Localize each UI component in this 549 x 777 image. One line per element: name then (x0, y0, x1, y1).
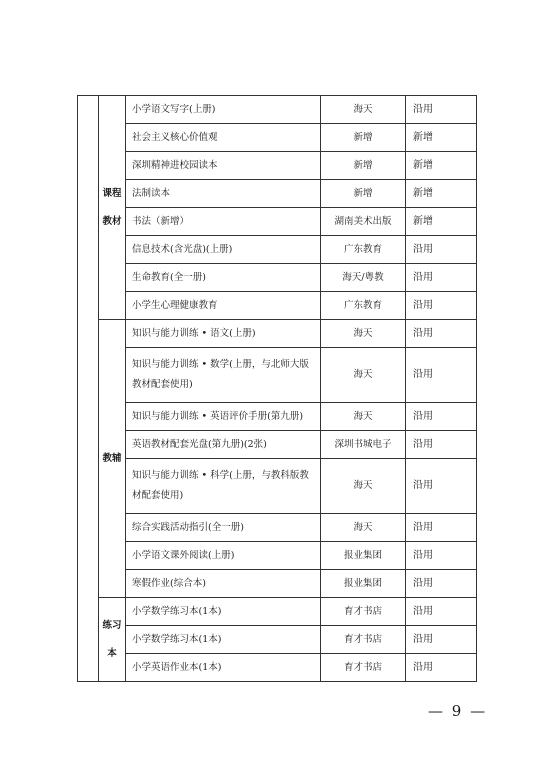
status: 新增 (406, 208, 477, 236)
status: 沿用 (406, 459, 477, 514)
publisher: 海天 (321, 320, 406, 348)
item-name: 小学语文写字(上册) (126, 96, 321, 124)
status: 沿用 (406, 348, 477, 403)
table-row (78, 626, 477, 654)
item-name: 知识与能力训练 • 科学(上册，与教科版教材配套使用) (126, 459, 321, 514)
status: 沿用 (406, 292, 477, 320)
status: 沿用 (406, 264, 477, 292)
table-row (78, 348, 477, 403)
item-name: 生命教育(全一册) (126, 264, 321, 292)
table-row (78, 124, 477, 152)
publisher: 广东教育 (321, 292, 406, 320)
item-name: 寒假作业(综合本) (126, 570, 321, 598)
status: 沿用 (406, 403, 477, 431)
item-name: 信息技术(含光盘)(上册) (126, 236, 321, 264)
table-row (78, 403, 477, 431)
status: 沿用 (406, 320, 477, 348)
publisher: 湖南美术出版 (321, 208, 406, 236)
status: 沿用 (406, 542, 477, 570)
textbook-table (77, 95, 477, 682)
status: 沿用 (406, 626, 477, 654)
item-name: 小学生心理健康教育 (126, 292, 321, 320)
category-cell (99, 598, 126, 682)
item-name: 英语教材配套光盘(第九册)(2张) (126, 431, 321, 459)
table-row (78, 598, 477, 626)
publisher: 育才书店 (321, 598, 406, 626)
item-name: 小学数学练习本(1本) (126, 626, 321, 654)
item-name: 深圳精神进校园读本 (126, 152, 321, 180)
left-margin-column (78, 96, 99, 682)
publisher: 育才书店 (321, 626, 406, 654)
table-row (78, 96, 477, 124)
publisher: 新增 (321, 152, 406, 180)
category-cell (99, 96, 126, 320)
category-label: 教辅 (102, 452, 122, 464)
status: 沿用 (406, 236, 477, 264)
item-name: 综合实践活动指引(全一册) (126, 514, 321, 542)
publisher: 海天 (321, 96, 406, 124)
status: 新增 (406, 180, 477, 208)
status: 新增 (406, 152, 477, 180)
publisher: 报业集团 (321, 542, 406, 570)
table-row (78, 152, 477, 180)
table-row (78, 654, 477, 682)
table-row (78, 542, 477, 570)
item-name: 小学语文课外阅读(上册) (126, 542, 321, 570)
publisher: 海天 (321, 348, 406, 403)
category-label: 练习 (102, 619, 122, 631)
publisher: 育才书店 (321, 654, 406, 682)
table-row (78, 264, 477, 292)
item-name: 知识与能力训练 • 数学(上册，与北师大版教材配套使用) (126, 348, 321, 403)
status: 沿用 (406, 514, 477, 542)
page-number: — 9 — (428, 702, 488, 720)
status: 沿用 (406, 96, 477, 124)
publisher: 海天/粤教 (321, 264, 406, 292)
status: 沿用 (406, 431, 477, 459)
publisher: 深圳书城电子 (321, 431, 406, 459)
publisher: 海天 (321, 403, 406, 431)
item-name: 小学数学练习本(1本) (126, 598, 321, 626)
status: 新增 (406, 124, 477, 152)
status: 沿用 (406, 570, 477, 598)
category-label: 本 (107, 647, 117, 659)
table-row (78, 320, 477, 348)
category-label: 教材 (102, 215, 122, 227)
table-row (78, 431, 477, 459)
status: 沿用 (406, 598, 477, 626)
table-row (78, 180, 477, 208)
item-name: 书法（新增） (126, 208, 321, 236)
item-name: 知识与能力训练 • 语文(上册) (126, 320, 321, 348)
table-row (78, 208, 477, 236)
item-name: 小学英语作业本(1本) (126, 654, 321, 682)
item-name: 社会主义核心价值观 (126, 124, 321, 152)
publisher: 海天 (321, 459, 406, 514)
publisher: 广东教育 (321, 236, 406, 264)
publisher: 报业集团 (321, 570, 406, 598)
status: 沿用 (406, 654, 477, 682)
category-label: 课程 (102, 187, 122, 199)
item-name: 法制读本 (126, 180, 321, 208)
table-row (78, 514, 477, 542)
table-row (78, 292, 477, 320)
item-name: 知识与能力训练 • 英语评价手册(第九册) (126, 403, 321, 431)
publisher: 新增 (321, 180, 406, 208)
table-row (78, 236, 477, 264)
category-cell (99, 320, 126, 598)
table-row (78, 570, 477, 598)
publisher: 新增 (321, 124, 406, 152)
publisher: 海天 (321, 514, 406, 542)
table-row (78, 459, 477, 514)
